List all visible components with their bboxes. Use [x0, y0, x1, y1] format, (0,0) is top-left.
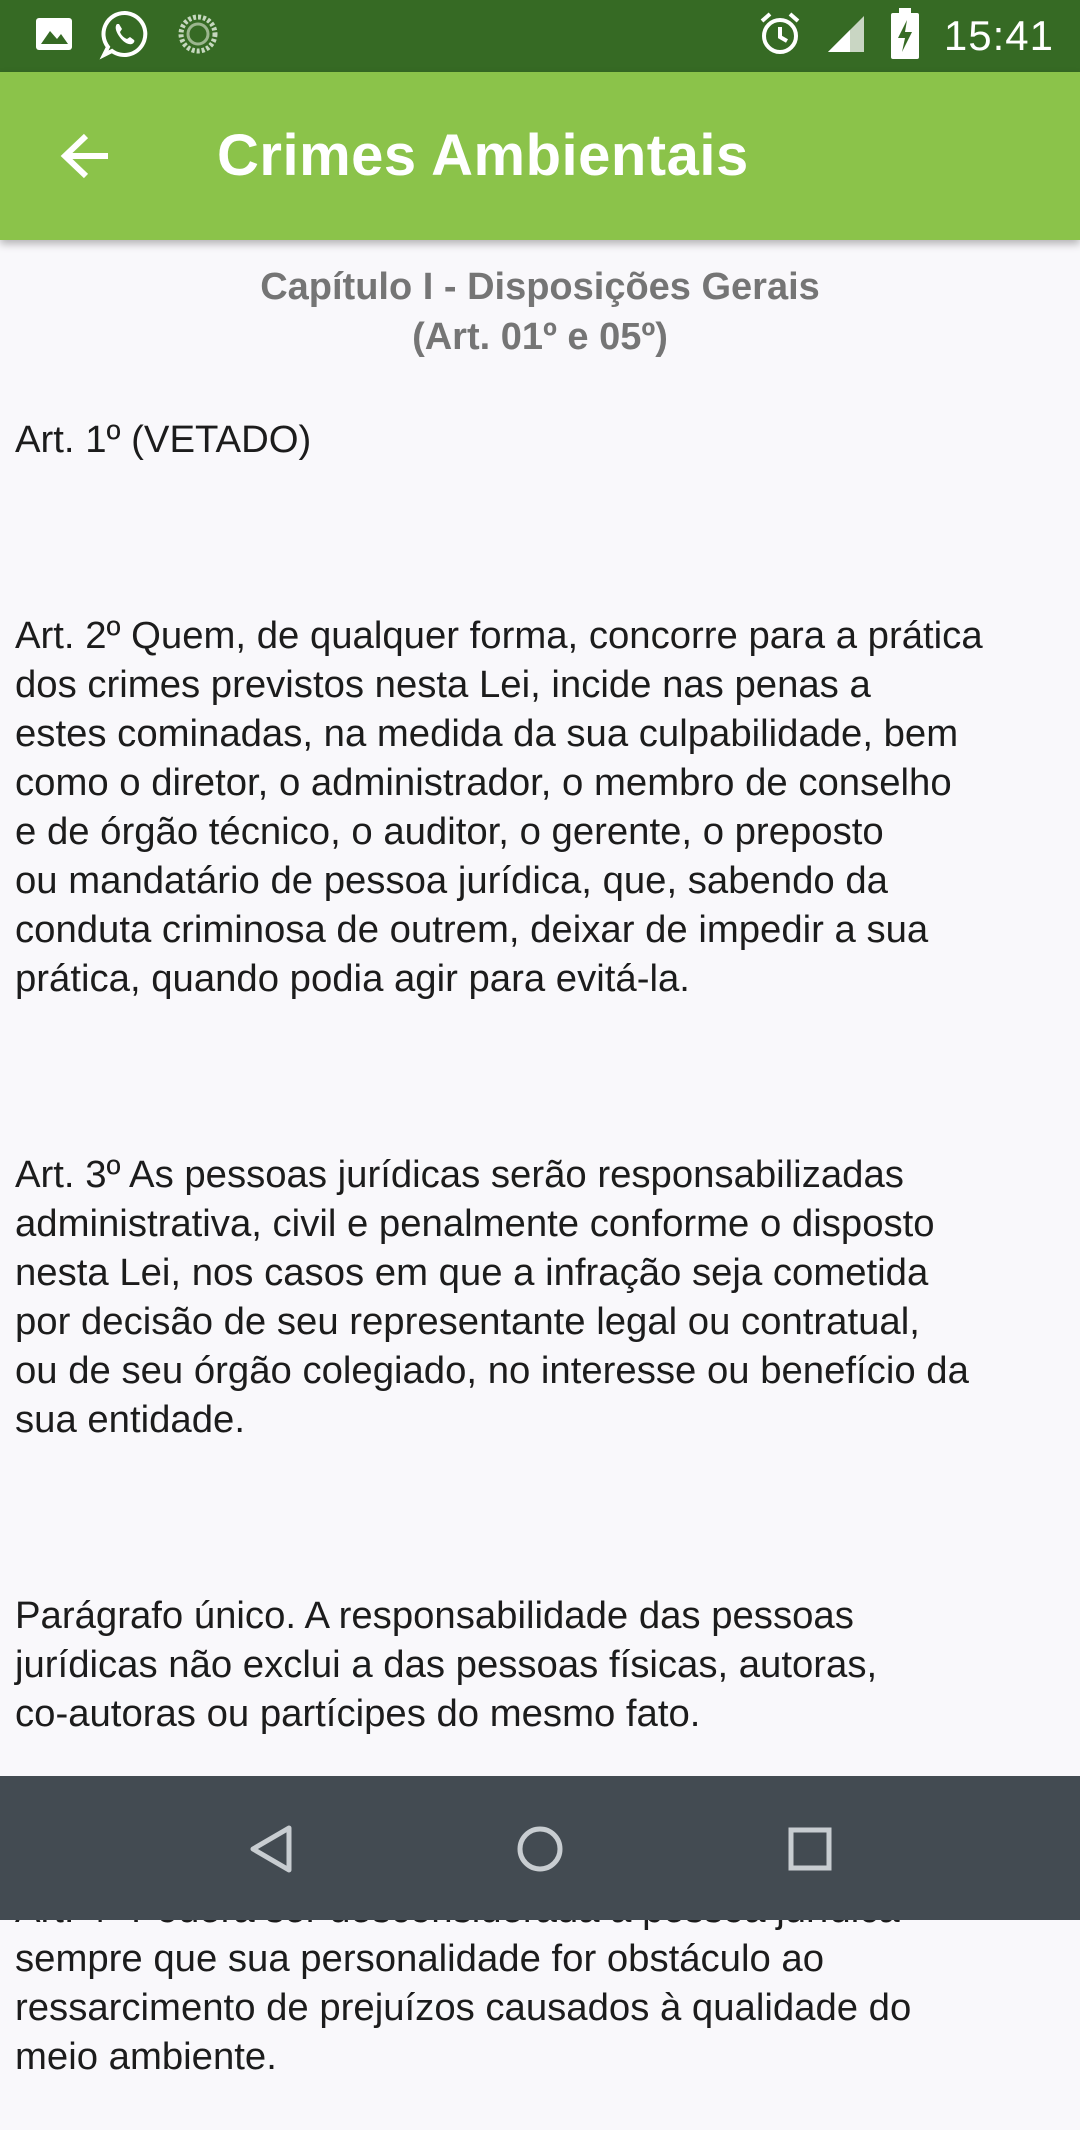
- chapter-title: [0, 262, 1080, 362]
- paragraph: Art. 2º Quem, de qualquer forma, concorre para a prática dos crimes previstos nesta Lei, incide nas penas a estes cominadas, na medida da sua culpabilidade, bem como o diretor, o administrador, o membro de conselho e de órgão técnico, o auditor, o gerente, o preposto ou mandatário de pessoa jurídica, que, sabendo da conduta criminosa de outrem, deixar de impedir a sua prática, quando podia agir para evitá-la.: [15, 614, 983, 1000]
- paragraph: Parágrafo único. A responsabilidade das pessoas jurídicas não exclui a das pessoas físicas, autoras, co-autoras ou partícipes do mesmo fato.: [15, 1594, 878, 1735]
- paragraph: sempre que sua personalidade for obstáculo ao ressarcimento de prejuízos causados à qualidade do meio ambiente.: [15, 1937, 912, 2078]
- battery-charging-icon: [890, 8, 920, 64]
- nav-back-icon: [247, 1824, 295, 1874]
- back-button[interactable]: [40, 110, 132, 202]
- signal-icon: [826, 14, 866, 58]
- app-toolbar: [0, 72, 1080, 240]
- image-icon: [34, 14, 74, 58]
- status-left-icons: [34, 13, 220, 59]
- status-bar: [0, 0, 1080, 72]
- nav-home-icon: [515, 1824, 565, 1874]
- page-title: Crimes Ambientais: [217, 123, 749, 188]
- alarm-icon: [758, 11, 802, 61]
- nav-recents-icon: [787, 1826, 833, 1872]
- nav-recents-button[interactable]: [775, 1814, 845, 1884]
- nav-home-button[interactable]: [505, 1814, 575, 1884]
- chapter-title-line2: (Art. 01º e 05º): [412, 316, 668, 358]
- paragraph: Art. 3º As pessoas jurídicas serão responsabilizadas administrativa, civil e penalmente conforme o disposto nesta Lei, nos casos em que a infração seja cometida por decisão de seu representante legal ou contratual, ou de seu órgão colegiado, no interesse ou benefício da sua entidade.: [15, 1153, 969, 1441]
- system-nav-bar: [0, 1776, 1080, 1920]
- sync-icon: [176, 12, 220, 60]
- nav-back-button[interactable]: [236, 1814, 306, 1884]
- chapter-title-line1: Capítulo I - Disposições Gerais: [260, 266, 820, 308]
- paragraph: Art. 1º (VETADO): [15, 418, 312, 461]
- arrow-back-icon: [60, 132, 112, 180]
- status-right-icons: [758, 10, 1054, 62]
- status-time: 15:41: [943, 12, 1054, 59]
- whatsapp-icon: [100, 9, 150, 63]
- article-content[interactable]: [0, 240, 1080, 2078]
